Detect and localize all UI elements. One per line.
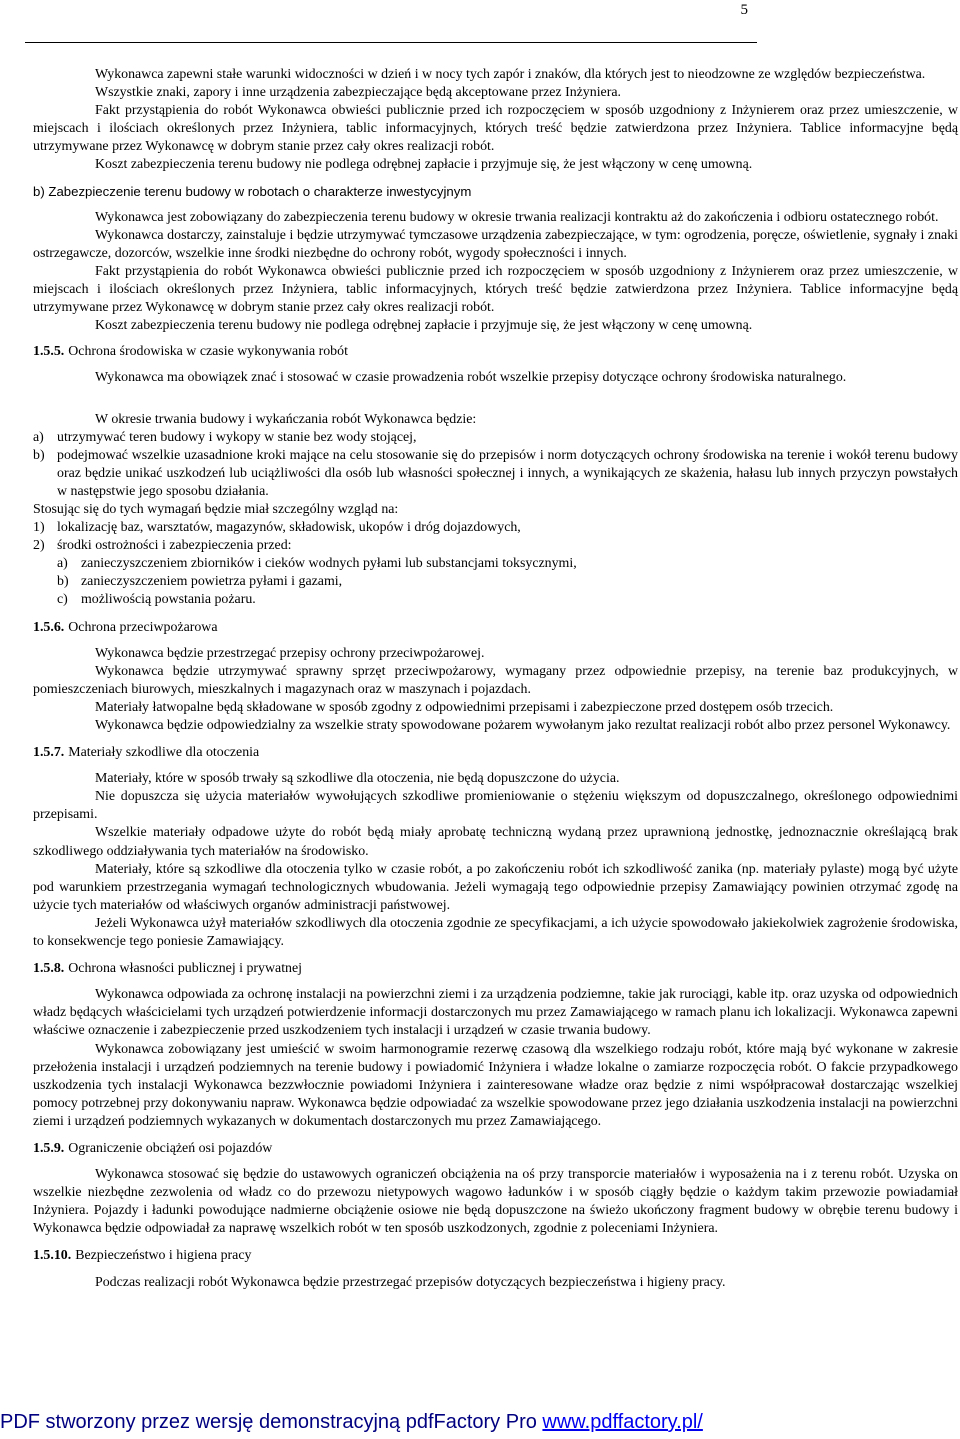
- sub-list-item: [57, 591, 958, 609]
- section-title: Bezpieczeństwo i higiena pracy: [75, 1248, 252, 1264]
- list-item-text: zanieczyszczeniem powietrza pyłami i gazami,: [81, 574, 343, 590]
- list-item-text: środki ostrożności i zabezpieczenia przed:: [57, 538, 292, 554]
- paragraph: Wszystkie znaki, zapory i inne urządzenia zabezpieczające będą akceptowane przez Inżyniera.: [95, 85, 621, 101]
- paragraph: Wszelkie materiały odpadowe użyte do robót będą miały aprobatę techniczną wydaną przez uprawnioną jednostkę, jednoznacznie określającą brak szkodliwego oddziaływania tych materiałów na środowisko.: [33, 825, 958, 859]
- list-item: [33, 537, 958, 555]
- section-title: Ograniczenie obciążeń osi pojazdów: [68, 1140, 273, 1156]
- paragraph: Wykonawca jest zobowiązany do zabezpieczenia terenu budowy w okresie trwania realizacji kontraktu aż do zakończenia i odbioru ostatecznego robót.: [95, 209, 939, 225]
- section-number: 1.5.6.: [33, 619, 65, 635]
- section-number: 1.5.9.: [33, 1140, 65, 1156]
- paragraph: W okresie trwania budowy i wykańczania robót Wykonawca będzie:: [95, 411, 477, 427]
- document-body: [33, 66, 958, 1292]
- paragraph: Wykonawca ma obowiązek znać i stosować w czasie prowadzenia robót wszelkie przepisy dotyczące ochrony środowiska naturalnego.: [95, 370, 847, 386]
- footer-link[interactable]: www.pdffactory.pl/: [542, 1411, 703, 1433]
- header-rule: [25, 42, 757, 43]
- section-title: Ochrona przeciwpożarowa: [68, 619, 218, 635]
- section-heading: [33, 960, 958, 978]
- paragraph: Podczas realizacji robót Wykonawca będzie przestrzegać przepisów dotyczących bezpieczeństwa i higieny pracy.: [95, 1274, 726, 1290]
- list-marker: b): [57, 574, 69, 590]
- list-marker: a): [33, 429, 44, 445]
- paragraph: Wykonawca dostarczy, zainstaluje i będzie utrzymywać tymczasowe urządzenia zabezpieczające, w tym: ogrodzenia, poręcze, oświetlenie, sygnały i znaki ostrzegawcze, dozorców, wszelkie inne środki niezbędne do ochrony robót, wygody społeczności i innych.: [33, 227, 958, 261]
- section-number: 1.5.10.: [33, 1248, 72, 1264]
- paragraph: Materiały łatwopalne będą składowane w sposób zgodny z odpowiednimi przepisami i zabezpieczone przed dostępem osób trzecich.: [95, 699, 834, 715]
- list-item-text: możliwością powstania pożaru.: [81, 592, 256, 608]
- list-item-text: lokalizację baz, warsztatów, magazynów, składowisk, ukopów i dróg dojazdowych,: [57, 520, 521, 536]
- sub-list-item: [57, 555, 958, 573]
- list-marker: b): [33, 447, 45, 463]
- section-heading: [33, 744, 958, 762]
- section-heading: [33, 1247, 958, 1265]
- paragraph: Wykonawca będzie utrzymywać sprawny sprzęt przeciwpożarowy, wymagany przez odpowiednie przepisy, na terenie baz produkcyjnych, w pomieszczeniach biurowych, mieszkalnych i magazynach oraz w maszynach i pojazdach.: [33, 663, 958, 697]
- section-number: 1.5.7.: [33, 745, 65, 761]
- list-item: [33, 519, 958, 537]
- list-marker: a): [57, 556, 68, 572]
- paragraph: Wykonawca zobowiązany jest umieścić w swoim harmonogramie rezerwę czasową dla wszelkiego rodzaju robót, które mają być wykonane w zakresie przełożenia instalacji i urządzeń podziemnych na terenie budowy i powiadomić Inżyniera i władze lokalne o zamiarze rozpoczęcia robót. O fakcie przypadkowego uszkodzenia tych instalacji Wykonawca bezzwłocznie powiadomi Inżyniera i zainteresowane władze oraz będzie z nimi współpracował dostarczając wszelkiej pomocy potrzebnej przy dokonywaniu napraw. Wykonawca będzie odpowiadać za wszelkie spowodowane przez jego działania uszkodzenia instalacji na powierzchni ziemi i urządzeń podziemnych wykazanych w dokumentach dostarczonych mu przez Zamawiającego.: [33, 1041, 958, 1129]
- list-item-text: zanieczyszczeniem zbiorników i cieków wodnych pyłami lub substancjami toksycznymi,: [81, 556, 577, 572]
- section-heading: [33, 1140, 958, 1158]
- paragraph: Wykonawca będzie przestrzegać przepisy ochrony przeciwpożarowej.: [95, 645, 485, 661]
- page-number: 5: [740, 2, 748, 18]
- paragraph: Fakt przystąpienia do robót Wykonawca obwieści publicznie przed ich rozpoczęciem w sposób uzgodniony z Inżynierem oraz przez umieszczenie, w miejscach i ilościach określonych przez Inżyniera, tablic informacyjnych, których treść będzie zatwierdzona przez Inżyniera. Tablice informacyjne będą utrzymywane przez Wykonawcę w dobrym stanie przez cały okres realizacji robót.: [33, 103, 958, 155]
- list-item-text: podejmować wszelkie uzasadnione kroki mające na celu stosowanie się do przepisów i norm dotyczących ochrony środowiska na terenie i wokół terenu budowy oraz będzie unikać uszkodzeń lub uciążliwości dla osób lub własności społecznej i innych, a wynikających ze skażenia, hałasu lub innych przyczyn powstałych w następstwie jego sposobu działania.: [57, 447, 958, 499]
- list-marker: c): [57, 592, 68, 608]
- list-item: [33, 447, 958, 501]
- section-number: 1.5.5.: [33, 344, 65, 360]
- list-item: [33, 429, 958, 447]
- paragraph: Wykonawca odpowiada za ochronę instalacji na powierzchni ziemi i za urządzenia podziemne, takie jak rurociągi, kable itp. oraz uzyska od odpowiednich władz będących właścicielami tych urządzeń potwierdzenie informacji dostarczonych mu przez Zamawiającego w ramach planu ich lokalizacji. Wykonawca zapewni właściwe oznaczenie i zabezpieczenie przed uszkodzeniem tych instalacji i urządzeń w czasie trwania budowy.: [33, 987, 958, 1039]
- list-item-text: utrzymywać teren budowy i wykopy w stanie bez wody stojącej,: [57, 429, 417, 445]
- section-number: 1.5.8.: [33, 961, 65, 977]
- sub-list-item: [57, 573, 958, 591]
- pdf-footer-banner: [0, 1411, 960, 1434]
- paragraph: Materiały, które są szkodliwe dla otoczenia tylko w czasie robót, a po zakończeniu robót ich szkodliwość zanika (np. materiały pylaste) mogą być użyte pod warunkiem przestrzegania wymagań technologicznych wbudowania. Jeżeli wymagają tego odpowiednie przepisy Zamawiający powinien otrzymać zgodę na użycie tych materiałów od właściwych organów administracji państwowej.: [33, 861, 958, 913]
- paragraph: b) Zabezpieczenie terenu budowy w robotach o charakterze inwestycyjnym: [33, 183, 472, 199]
- paragraph: Materiały, które w sposób trwały są szkodliwe dla otoczenia, nie będą dopuszczone do użycia.: [95, 771, 620, 787]
- paragraph: Koszt zabezpieczenia terenu budowy nie podlega odrębnej zapłacie i przyjmuje się, że jest włączony w cenę umowną.: [95, 157, 753, 173]
- list-marker: 1): [33, 520, 45, 536]
- section-title: Ochrona środowiska w czasie wykonywania robót: [68, 344, 348, 360]
- list-marker: 2): [33, 538, 45, 554]
- paragraph: Koszt zabezpieczenia terenu budowy nie podlega odrębnej zapłacie i przyjmuje się, że jest włączony w cenę umowną.: [95, 318, 753, 334]
- paragraph: Wykonawca stosować się będzie do ustawowych ograniczeń obciążenia na oś przy transporcie materiałów i wyposażenia na i z terenu robót. Uzyska on wszelkie niezbędne zezwolenia od władz co do przewozu nietypowych wagowo ładunków i w sposób ciągły będzie o każdym takim przewozie powiadamiał Inżyniera. Pojazdy i ładunki powodujące nadmierne obciążenie osiowe nie będą dopuszczone na świeżo ukończony fragment budowy w obrębie terenu budowy i Wykonawca będzie odpowiadał za naprawę wszelkich robót w ten sposób uszkodzonych, zgodnie z poleceniami Inżyniera.: [33, 1167, 958, 1237]
- section-title: Ochrona własności publicznej i prywatnej: [68, 961, 303, 977]
- paragraph: Nie dopuszcza się użycia materiałów wywołujących szkodliwe promieniowanie o stężeniu większym od dopuszczalnego, określonego odpowiednimi przepisami.: [33, 789, 958, 823]
- paragraph: Stosując się do tych wymagań będzie miał szczególny wzgląd na:: [33, 501, 399, 517]
- footer-text: PDF stworzony przez wersję demonstracyjną pdfFactory Pro: [0, 1411, 543, 1433]
- paragraph: Wykonawca zapewni stałe warunki widoczności w dzień i w nocy tych zapór i znaków, dla których jest to nieodzowne ze względów bezpieczeństwa.: [95, 67, 926, 82]
- paragraph: Wykonawca będzie odpowiedzialny za wszelkie straty spowodowane pożarem wywołanym jako rezultat realizacji robót albo przez personel Wykonawcy.: [95, 718, 951, 733]
- section-title: Materiały szkodliwe dla otoczenia: [68, 745, 260, 761]
- section-heading: [33, 619, 958, 637]
- paragraph: Jeżeli Wykonawca użył materiałów szkodliwych dla otoczenia zgodnie ze specyfikacjami, a ich użycie spowodowało jakiekolwiek zagrożenie środowiska, to konsekwencje tego poniesie Zamawiający.: [33, 915, 958, 950]
- section-heading: [33, 343, 958, 361]
- paragraph: Fakt przystąpienia do robót Wykonawca obwieści publicznie przed ich rozpoczęciem w sposób uzgodniony z Inżynierem oraz przez umieszczenie, w miejscach i ilościach określonych przez Inżyniera, tablic informacyjnych, których treść będzie zatwierdzona przez Inżyniera. Tablice informacyjne będą utrzymywane przez Wykonawcę w dobrym stanie przez cały okres realizacji robót.: [33, 263, 958, 316]
